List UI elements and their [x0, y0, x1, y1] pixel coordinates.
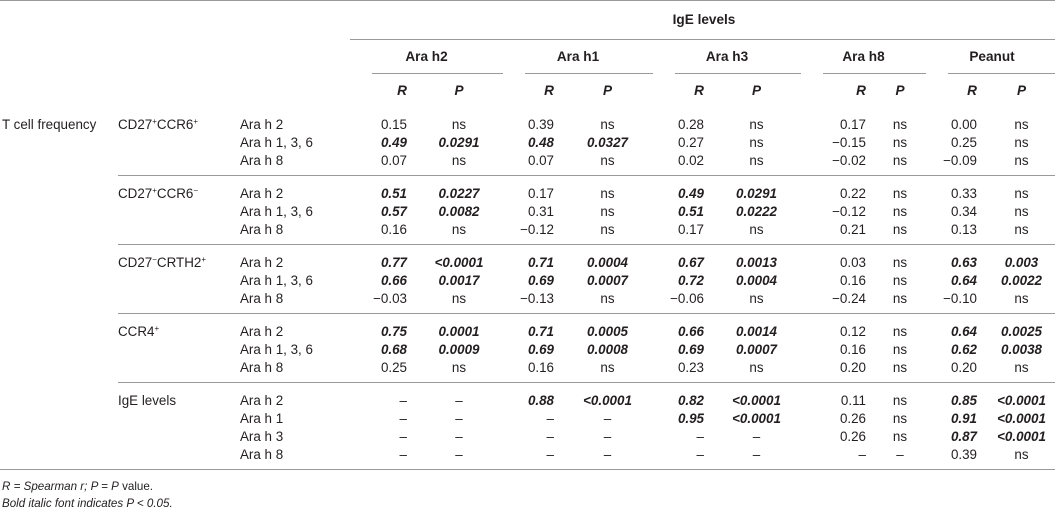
- p-value-cell: –: [603, 429, 612, 444]
- p-value-cell: ns: [892, 429, 908, 444]
- p-value-cell: <0.0001: [732, 411, 781, 426]
- r-value-cell: 0.64: [926, 314, 985, 342]
- stat-header-r: R: [694, 82, 704, 98]
- section-label-sup: +: [152, 186, 157, 195]
- r-value-cell: −0.10: [943, 291, 977, 306]
- header-blank: [0, 40, 350, 75]
- p-value-cell: ns: [892, 117, 908, 132]
- row-group-label: [0, 152, 118, 176]
- r-value-cell: –: [858, 447, 866, 462]
- allergen-label: Ara h 2: [240, 176, 350, 204]
- r-value-cell: −0.15: [832, 135, 866, 150]
- r-value-cell: 0.17: [503, 176, 562, 204]
- table-row: [0, 134, 1055, 152]
- row-group-label: [0, 134, 118, 152]
- allergen-label: Ara h 2: [240, 245, 350, 273]
- section-label-text: CCR6: [156, 117, 194, 132]
- group-header-ara-h8: Ara h8: [801, 40, 926, 75]
- stat-header-p: P: [602, 82, 613, 98]
- allergen-label: Ara h 1, 3, 6: [240, 342, 313, 357]
- table-row: [0, 341, 1055, 359]
- r-value-cell: 0.87: [950, 429, 977, 444]
- p-value-cell: ns: [892, 153, 908, 168]
- p-value-cell: ns: [874, 176, 926, 204]
- r-value-cell: 0.28: [677, 117, 704, 132]
- p-value-cell: 0.0291: [438, 135, 480, 150]
- p-value-cell: ns: [600, 291, 615, 306]
- group-header-ara-h3: Ara h3: [653, 40, 801, 75]
- p-value-cell: 0.0013: [712, 245, 801, 273]
- p-value-cell: 0.0222: [736, 204, 777, 219]
- allergen-label: Ara h 1, 3, 6: [240, 273, 313, 288]
- ige-levels-header: IgE levels: [350, 1, 1055, 40]
- p-value-cell: ns: [1014, 291, 1029, 306]
- section-label-text: CCR4: [118, 324, 155, 339]
- p-value-cell: ns: [892, 273, 908, 288]
- r-value-cell: 0.07: [380, 153, 407, 168]
- p-value-cell: 0.0004: [562, 245, 653, 273]
- allergen-label: Ara h 2: [240, 117, 284, 132]
- header-blank: [0, 1, 350, 40]
- r-value-cell: −0.12: [832, 204, 866, 219]
- row-group-label: [0, 245, 118, 273]
- group-header-ara-h2: Ara h2: [350, 40, 503, 75]
- r-value-cell: 0.26: [839, 411, 866, 426]
- section-label: [118, 176, 240, 204]
- stat-header-p: P: [1016, 82, 1027, 98]
- allergen-label: Ara h 3: [240, 429, 284, 444]
- section-label: [118, 359, 240, 383]
- section-label-text: IgE levels: [118, 393, 177, 408]
- r-value-cell: 0.72: [677, 273, 704, 288]
- table-row: [0, 428, 1055, 446]
- section-label-text: CD27: [118, 186, 153, 201]
- r-value-cell: –: [546, 411, 554, 426]
- row-group-label: [0, 410, 118, 428]
- allergen-label: Ara h 2: [240, 314, 350, 342]
- p-value-cell: –: [896, 447, 904, 462]
- p-value-cell: 0.0327: [587, 135, 628, 150]
- row-group-label: [0, 428, 118, 446]
- r-value-cell: −0.24: [832, 291, 866, 306]
- r-value-cell: 0.75: [350, 314, 415, 342]
- r-value-cell: 0.91: [950, 411, 977, 426]
- row-group-label: [0, 341, 118, 359]
- r-value-cell: −0.13: [520, 291, 554, 306]
- p-value-cell: ns: [562, 176, 653, 204]
- r-value-cell: −0.12: [520, 222, 554, 237]
- p-value-cell: ns: [892, 291, 908, 306]
- r-value-cell: 0.39: [950, 447, 977, 462]
- p-value-cell: –: [752, 429, 761, 444]
- allergen-label: Ara h 8: [240, 153, 284, 168]
- r-value-cell: 0.77: [350, 245, 415, 273]
- p-value-cell: <0.0001: [985, 383, 1055, 411]
- p-value-cell: ns: [600, 117, 615, 132]
- r-value-cell: 0.66: [380, 273, 407, 288]
- row-group-label: [0, 446, 118, 469]
- r-value-cell: –: [399, 447, 407, 462]
- p-value-cell: ns: [1014, 204, 1029, 219]
- p-value-cell: 0.0291: [712, 176, 801, 204]
- section-label-sup: +: [193, 117, 199, 126]
- p-value-cell: ns: [749, 222, 764, 237]
- p-value-cell: –: [603, 447, 612, 462]
- r-value-cell: 0.16: [839, 342, 866, 357]
- r-value-cell: 0.25: [950, 135, 977, 150]
- allergen-label: Ara h 8: [240, 291, 284, 306]
- section-label: [118, 410, 240, 428]
- p-value-cell: –: [455, 429, 463, 444]
- section-label-sup: −: [152, 255, 157, 264]
- p-value-cell: ns: [749, 117, 764, 132]
- r-value-cell: −0.09: [943, 153, 977, 168]
- p-value-cell: ns: [749, 135, 764, 150]
- table-row: [0, 272, 1055, 290]
- p-value-cell: ns: [600, 204, 615, 219]
- r-value-cell: 0.23: [677, 360, 704, 375]
- p-value-cell: 0.003: [985, 245, 1055, 273]
- r-value-cell: 0.82: [653, 383, 712, 411]
- r-value-cell: 0.67: [653, 245, 712, 273]
- section-label-sup: +: [152, 117, 157, 126]
- p-value-cell: <0.0001: [997, 411, 1046, 426]
- r-value-cell: 0.13: [950, 222, 977, 237]
- footnote-definitions: [0, 478, 1055, 495]
- p-value-cell: 0.0007: [736, 342, 777, 357]
- r-value-cell: 0.03: [801, 245, 874, 273]
- r-value-cell: 0.21: [839, 222, 866, 237]
- r-value-cell: 0.31: [527, 204, 554, 219]
- r-value-cell: 0.51: [677, 204, 704, 219]
- p-value-cell: ns: [749, 291, 764, 306]
- r-value-cell: 0.85: [926, 383, 985, 411]
- r-value-cell: −0.06: [670, 291, 704, 306]
- row-group-label: [0, 176, 118, 204]
- p-value-cell: 0.0022: [1001, 273, 1042, 288]
- section-label: [118, 221, 240, 245]
- r-value-cell: –: [399, 411, 407, 426]
- table-row: [0, 245, 1055, 273]
- row-group-label: [0, 359, 118, 383]
- p-value-cell: ns: [749, 153, 764, 168]
- r-value-cell: –: [546, 447, 554, 462]
- r-value-cell: 0.48: [527, 135, 554, 150]
- row-group-label: [0, 383, 118, 411]
- p-value-cell: ns: [892, 204, 908, 219]
- table-row: [0, 176, 1055, 204]
- r-value-cell: 0.11: [801, 383, 874, 411]
- p-value-cell: 0.0004: [736, 273, 777, 288]
- p-value-cell: <0.0001: [562, 383, 653, 411]
- p-value-cell: ns: [1014, 222, 1029, 237]
- p-value-cell: –: [455, 447, 463, 462]
- r-value-cell: 0.49: [380, 135, 407, 150]
- r-value-cell: –: [399, 429, 407, 444]
- table-row: [0, 152, 1055, 176]
- table-row: [0, 203, 1055, 221]
- p-value-cell: ns: [600, 153, 615, 168]
- r-value-cell: 0.34: [950, 204, 977, 219]
- table-row: [0, 290, 1055, 314]
- p-value-cell: ns: [892, 222, 908, 237]
- r-value-cell: 0.68: [380, 342, 407, 357]
- allergen-label: Ara h 1, 3, 6: [240, 204, 313, 219]
- r-value-cell: 0.71: [503, 245, 562, 273]
- r-value-cell: 0.00: [950, 117, 977, 132]
- table-row: [0, 446, 1055, 469]
- row-group-label: [0, 314, 118, 342]
- section-label-sup: +: [154, 324, 160, 333]
- r-value-cell: 0.27: [677, 135, 704, 150]
- r-value-cell: –: [696, 447, 704, 462]
- r-value-cell: 0.62: [950, 342, 977, 357]
- r-value-cell: 0.71: [503, 314, 562, 342]
- row-group-label: [0, 221, 118, 245]
- section-label-text: CD27: [118, 255, 153, 270]
- section-label-sup: −: [193, 186, 199, 195]
- group-header-ara-h1: Ara h1: [503, 40, 653, 75]
- p-value-cell: 0.0082: [438, 204, 480, 219]
- r-value-cell: 0.63: [926, 245, 985, 273]
- table-row: [0, 383, 1055, 411]
- section-label-text: CCR6: [156, 186, 194, 201]
- r-value-cell: 0.17: [839, 117, 866, 132]
- r-value-cell: –: [350, 383, 415, 411]
- row-group-label: T cell frequency: [2, 117, 97, 132]
- section-label: [118, 314, 240, 342]
- r-value-cell: 0.22: [801, 176, 874, 204]
- stat-header-r: R: [544, 82, 554, 98]
- r-value-cell: –: [696, 429, 704, 444]
- table-row: [0, 410, 1055, 428]
- p-value-cell: ns: [451, 222, 467, 237]
- section-label: [118, 428, 240, 446]
- footnote-definitions-tail: value.: [118, 480, 154, 493]
- section-label-text: CRTH2: [156, 255, 202, 270]
- p-value-cell: 0.0008: [587, 342, 628, 357]
- r-value-cell: 0.66: [653, 314, 712, 342]
- p-value-cell: –: [752, 447, 761, 462]
- section-label: [118, 446, 240, 469]
- section-label: [118, 290, 240, 314]
- allergen-label: Ara h 1, 3, 6: [240, 135, 313, 150]
- p-value-cell: –: [455, 411, 463, 426]
- p-value-cell: 0.0038: [1001, 342, 1042, 357]
- p-value-cell: ns: [892, 360, 908, 375]
- section-label: [118, 152, 240, 176]
- allergen-label: Ara h 8: [240, 447, 284, 462]
- r-value-cell: 0.95: [677, 411, 704, 426]
- r-value-cell: 0.33: [926, 176, 985, 204]
- r-value-cell: 0.12: [801, 314, 874, 342]
- p-value-cell: 0.0025: [985, 314, 1055, 342]
- table-row: [0, 221, 1055, 245]
- section-label: [118, 107, 240, 134]
- row-group-label: [0, 272, 118, 290]
- p-value-cell: ns: [892, 342, 908, 357]
- r-value-cell: −0.03: [373, 291, 407, 306]
- allergen-label: Ara h 1: [240, 411, 284, 426]
- section-label: [118, 272, 240, 290]
- p-value-cell: 0.0227: [415, 176, 503, 204]
- p-value-cell: ns: [600, 222, 615, 237]
- p-value-cell: –: [415, 383, 503, 411]
- p-value-cell: ns: [451, 153, 467, 168]
- p-value-cell: 0.0001: [415, 314, 503, 342]
- r-value-cell: 0.69: [527, 273, 554, 288]
- section-label: [118, 245, 240, 273]
- r-value-cell: –: [546, 429, 554, 444]
- r-value-cell: 0.51: [350, 176, 415, 204]
- p-value-cell: <0.0001: [415, 245, 503, 273]
- footnote-significance: Bold italic font indicates P < 0.05.: [2, 497, 173, 510]
- p-value-cell: 0.0009: [438, 342, 480, 357]
- p-value-cell: ns: [451, 117, 467, 132]
- table-row: [0, 314, 1055, 342]
- p-value-cell: ns: [874, 383, 926, 411]
- section-label-text: CD27: [118, 117, 153, 132]
- r-value-cell: 0.64: [950, 273, 977, 288]
- allergen-label: Ara h 8: [240, 360, 284, 375]
- header-blank: [0, 74, 350, 107]
- stat-header-p: P: [454, 82, 464, 98]
- group-header-peanut: Peanut: [926, 40, 1055, 75]
- allergen-label: Ara h 8: [240, 222, 284, 237]
- footnote-definitions-text: R = Spearman r; P = P: [2, 480, 119, 493]
- p-value-cell: –: [603, 411, 612, 426]
- allergen-label: Ara h 2: [240, 383, 350, 411]
- r-value-cell: 0.20: [950, 360, 977, 375]
- r-value-cell: 0.57: [380, 204, 407, 219]
- p-value-cell: ns: [874, 245, 926, 273]
- stat-header-r: R: [397, 82, 407, 98]
- p-value-cell: ns: [749, 360, 764, 375]
- p-value-cell: <0.0001: [712, 383, 801, 411]
- r-value-cell: 0.88: [503, 383, 562, 411]
- r-value-cell: 0.20: [839, 360, 866, 375]
- p-value-cell: 0.0017: [438, 273, 480, 288]
- table-row: [0, 107, 1055, 134]
- section-label-sup: +: [201, 255, 206, 264]
- r-value-cell: 0.16: [527, 360, 554, 375]
- r-value-cell: 0.69: [677, 342, 704, 357]
- r-value-cell: 0.17: [677, 222, 704, 237]
- r-value-cell: 0.15: [380, 117, 407, 132]
- r-value-cell: 0.16: [839, 273, 866, 288]
- stat-header-p: P: [895, 82, 905, 98]
- r-value-cell: 0.07: [527, 153, 554, 168]
- p-value-cell: ns: [892, 135, 908, 150]
- p-value-cell: ns: [1014, 135, 1029, 150]
- r-value-cell: 0.69: [527, 342, 554, 357]
- p-value-cell: ns: [1014, 447, 1029, 462]
- p-value-cell: 0.0014: [712, 314, 801, 342]
- r-value-cell: 0.49: [653, 176, 712, 204]
- p-value-cell: ns: [600, 360, 615, 375]
- p-value-cell: ns: [892, 411, 908, 426]
- p-value-cell: ns: [451, 291, 467, 306]
- r-value-cell: 0.02: [677, 153, 704, 168]
- table-row: [0, 359, 1055, 383]
- p-value-cell: <0.0001: [997, 429, 1046, 444]
- section-label: [118, 341, 240, 359]
- p-value-cell: 0.0005: [562, 314, 653, 342]
- stat-header-r: R: [856, 82, 866, 98]
- p-value-cell: ns: [1014, 153, 1029, 168]
- p-value-cell: ns: [985, 176, 1055, 204]
- stat-header-r: R: [967, 82, 977, 98]
- section-label: [118, 383, 240, 411]
- r-value-cell: 0.25: [380, 360, 407, 375]
- r-value-cell: 0.26: [839, 429, 866, 444]
- p-value-cell: ns: [451, 360, 467, 375]
- section-label: [118, 203, 240, 221]
- stat-header-p: P: [751, 82, 762, 98]
- r-value-cell: 0.39: [527, 117, 554, 132]
- r-value-cell: −0.02: [832, 153, 866, 168]
- r-value-cell: 0.16: [380, 222, 407, 237]
- p-value-cell: ns: [874, 314, 926, 342]
- p-value-cell: ns: [1014, 360, 1029, 375]
- p-value-cell: ns: [1014, 117, 1029, 132]
- row-group-label: [0, 203, 118, 221]
- section-label: [118, 134, 240, 152]
- row-group-label: [0, 290, 118, 314]
- p-value-cell: 0.0007: [587, 273, 628, 288]
